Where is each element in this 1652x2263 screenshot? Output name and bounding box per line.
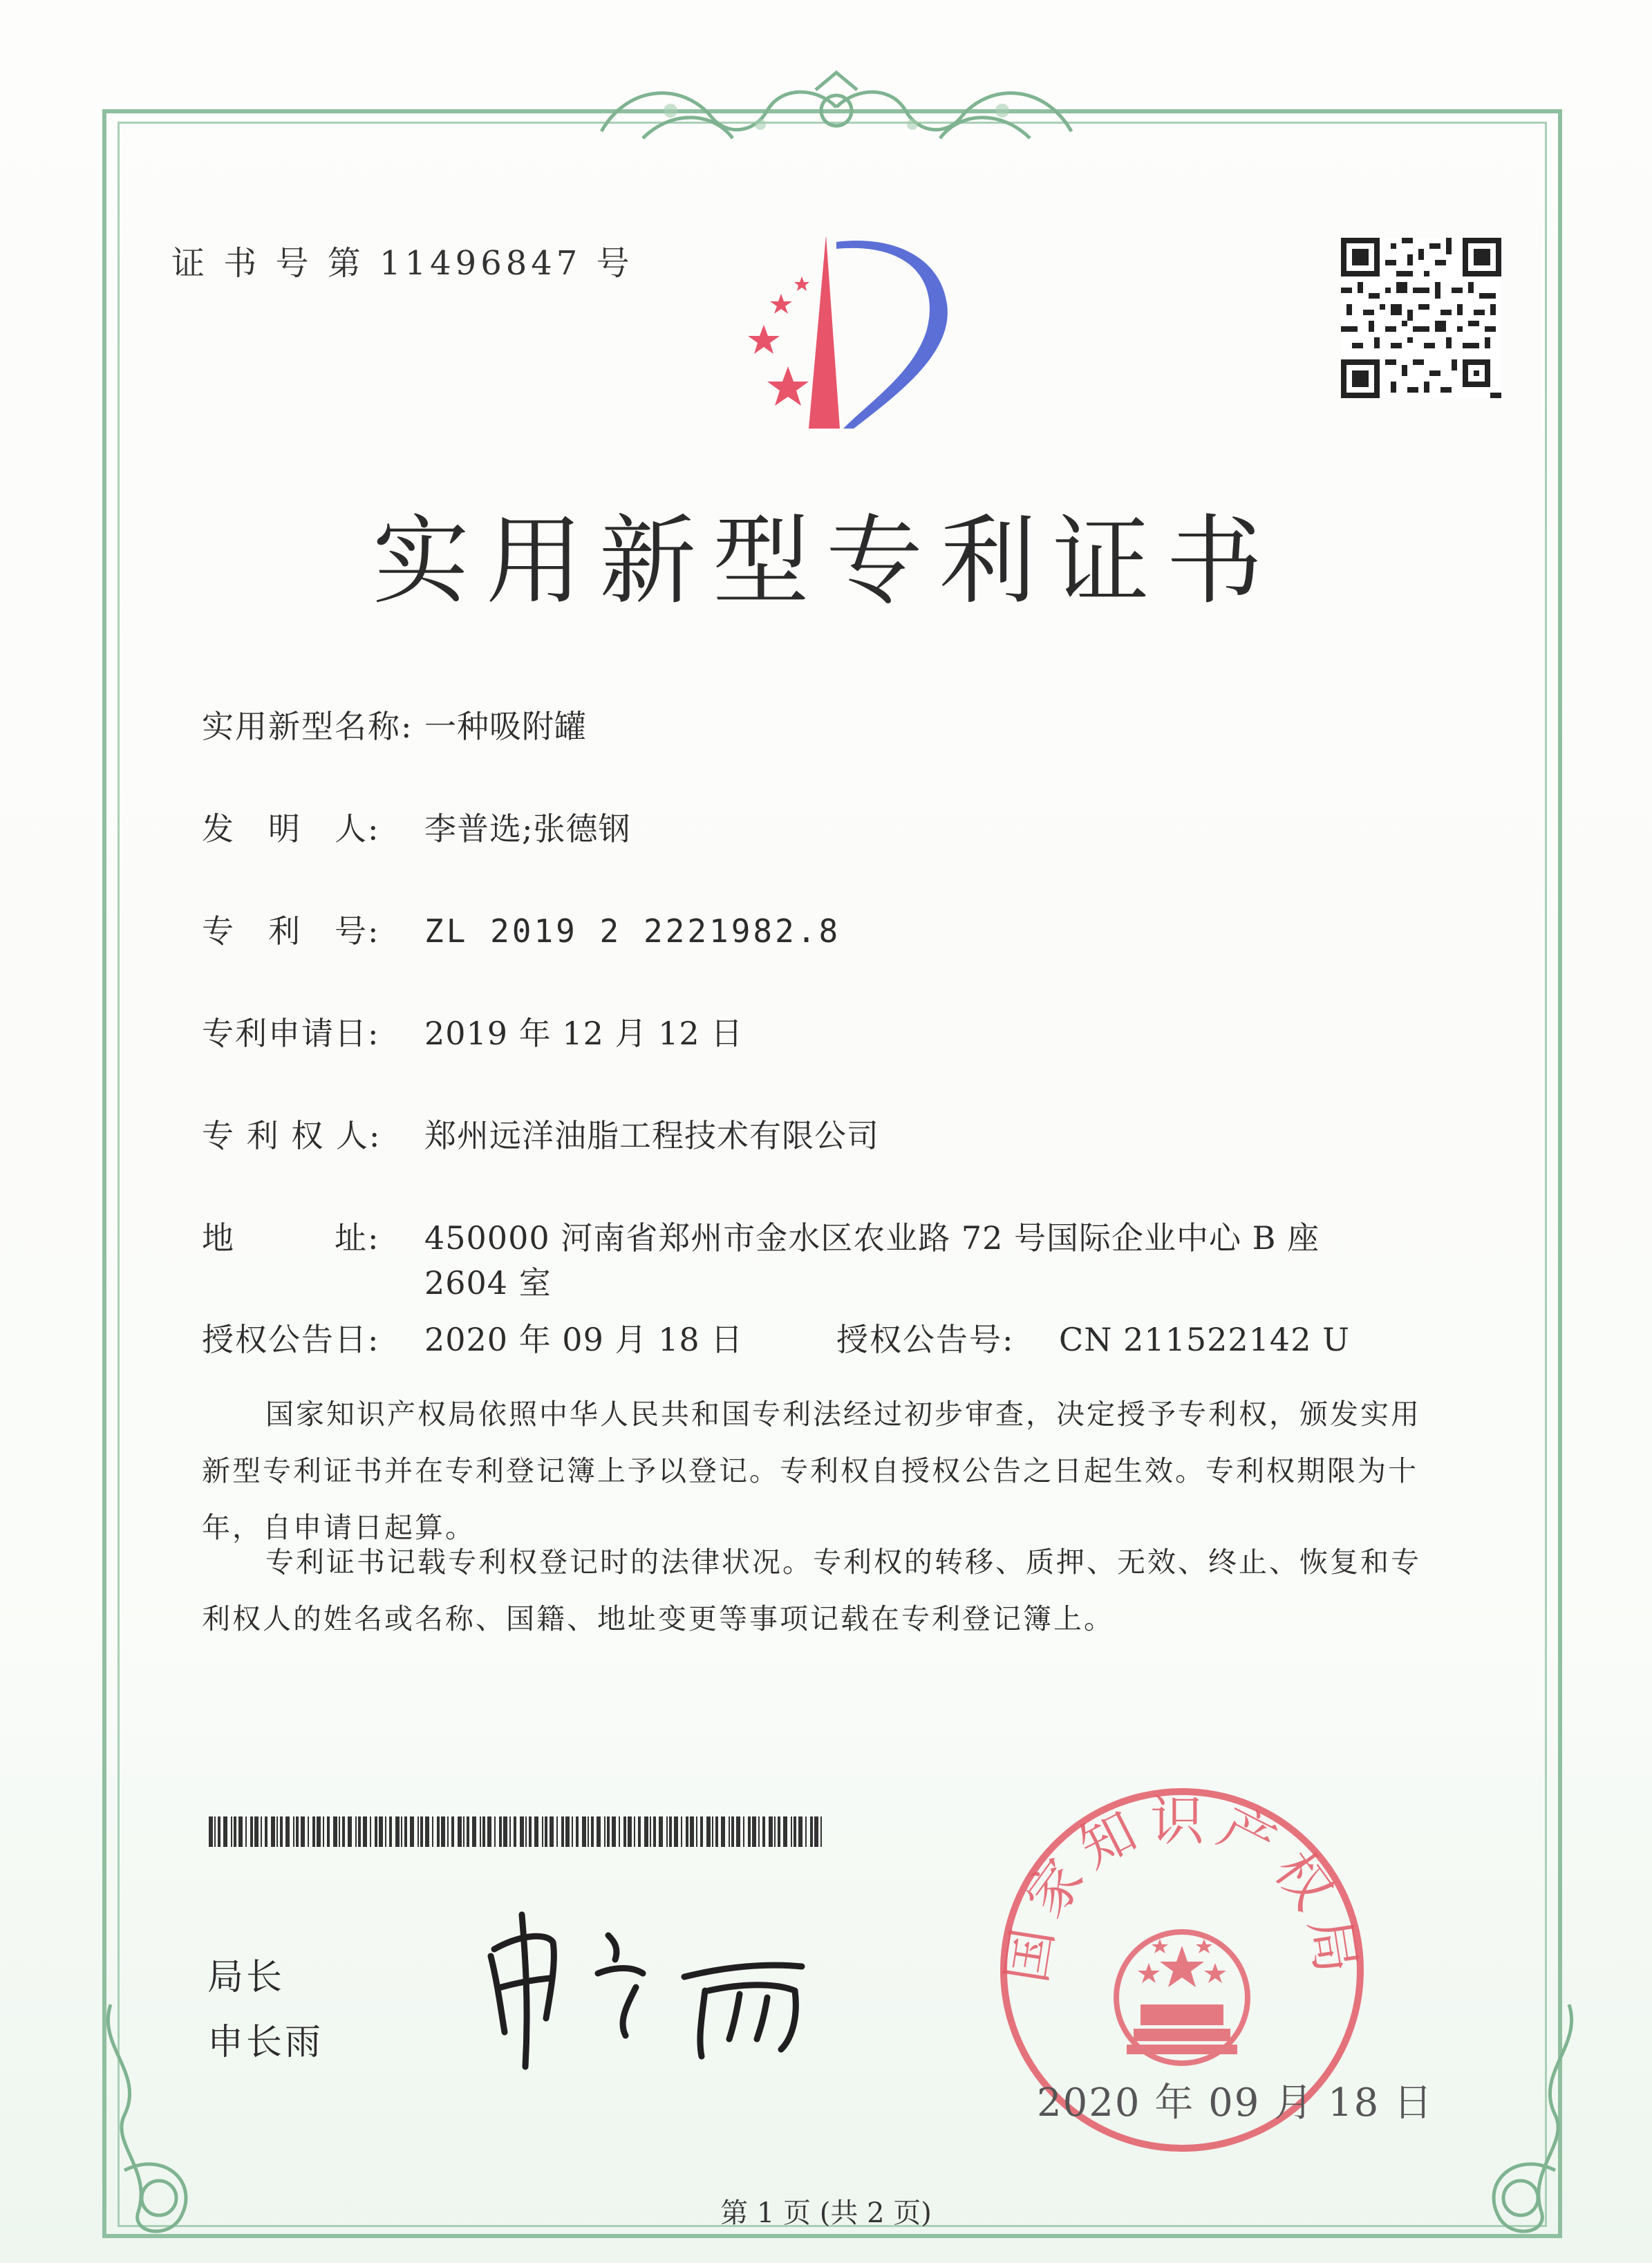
paragraph-line: 专利证书记载专利权登记时的法律状况。专利权的转移、质押、无效、终止、恢复和专 [265,1546,1421,1579]
barcode-bar [634,1816,635,1847]
barcode-bar [514,1816,516,1847]
barcode-bar [743,1816,744,1847]
barcode-bar [628,1816,632,1847]
certificate-number: 证 书 号 第 11496847 号 [171,244,634,283]
barcode-bar [588,1816,589,1847]
barcode-bar [395,1816,400,1847]
page-number: 第 1 页 (共 2 页) [720,2197,932,2229]
director-signature [477,1894,864,2074]
barcode-bar [619,1816,620,1847]
barcode-bar [769,1816,773,1847]
barcode-bar [669,1816,672,1847]
seal-text: 国家知识产权局 [995,1790,1369,1987]
barcode-bar [437,1816,440,1847]
field-patentee [202,1111,879,1156]
field-value: 2019 年 12 月 12 日 [424,1015,744,1052]
barcode-bar [250,1816,253,1847]
barcode-bar [607,1816,610,1847]
paragraph-line: 年，自申请日起算。 [202,1511,476,1544]
barcode-bar [254,1816,259,1847]
barcode-bar [499,1816,502,1847]
barcode-bar [794,1816,796,1847]
barcode-bar [674,1816,678,1847]
barcode-bar [355,1816,357,1847]
field-label: 专 利 权 人: [202,1117,382,1154]
barcode-bar [814,1816,818,1847]
barcode-bar [556,1816,558,1847]
barcode-bar [458,1816,462,1847]
barcode-bar [752,1816,756,1847]
barcode-bar [696,1816,697,1847]
barcode-bar [231,1816,232,1847]
field-label: 地 址: [202,1219,380,1257]
barcode-bar [276,1816,278,1847]
barcode-bar [731,1816,734,1847]
barcode-bar [700,1816,703,1847]
barcode-bar [245,1816,247,1847]
barcode-bar [715,1816,718,1847]
barcode-bar [223,1816,227,1847]
barcode-bar [494,1816,496,1847]
barcode-bar [404,1816,407,1847]
barcode-bar [681,1816,682,1847]
barcode-bar [820,1816,822,1847]
certificate-title: 实用新型专利证书 [372,505,1279,618]
barcode-bar [686,1816,688,1847]
barcode-bar [323,1816,324,1847]
barcode-bar [214,1816,216,1847]
barcode-bar [401,1816,402,1847]
barcode-bar [805,1816,807,1847]
field-value: CN 211522142 U [1059,1321,1350,1358]
barcode-bar [261,1816,262,1847]
barcode-bar [638,1816,641,1847]
barcode-bar [623,1816,626,1847]
barcode-bar [308,1816,309,1847]
barcode-bar [778,1816,780,1847]
barcode-bar [576,1816,579,1847]
barcode-bar [389,1816,392,1847]
field-value: 450000 河南省郑州市金水区农业路 72 号国际企业中心 B 座 [424,1219,1320,1257]
barcode-bar [545,1816,547,1847]
barcode-bar [417,1816,419,1847]
field-value: 李普选;张德钢 [424,810,631,847]
barcode-bar [561,1816,564,1847]
field-value: ZL 2019 2 2221982.8 [424,912,841,950]
barcode-bar [582,1816,586,1847]
barcode-bar [271,1816,275,1847]
barcode-bar [234,1816,236,1847]
field-address-line2 [424,1258,552,1304]
barcode-bar [798,1816,802,1847]
barcode-bar [729,1816,730,1847]
barcode-bar [597,1816,601,1847]
barcode-bar [565,1816,570,1847]
barcode-bar [758,1816,760,1847]
barcode-bar [265,1816,267,1847]
barcode-bar [425,1816,429,1847]
barcode-bar [690,1816,694,1847]
barcode-bar [312,1816,315,1847]
top-ornament [588,69,1085,159]
barcode-bar [612,1816,616,1847]
barcode-bar [348,1816,352,1847]
cnipa-logo [705,228,968,435]
paragraph-line: 新型专利证书并在专利登记簿上予以登记。专利权自授权公告之日起生效。专利权期限为十 [202,1454,1418,1487]
barcode-bar [525,1816,527,1847]
barcode-bar [659,1816,663,1847]
barcode-bar [487,1816,491,1847]
barcode-bar [482,1816,485,1847]
barcode-bar [238,1816,243,1847]
barcode-bar [463,1816,464,1847]
barcode-bar [209,1816,213,1847]
barcode-bar [591,1816,594,1847]
barcode-bar [342,1816,345,1847]
barcode-bar [810,1816,813,1847]
barcode-bar [604,1816,606,1847]
barcode-bar [509,1816,511,1847]
barcode-bar [653,1816,656,1847]
statement-paragraph-1 [202,1386,1474,1556]
statement-paragraph-2 [202,1534,1474,1647]
field-value: 郑州远洋油脂工程技术有限公司 [424,1117,879,1154]
barcode-bar [432,1816,433,1847]
barcode-bar [472,1816,476,1847]
barcode-bar [650,1816,651,1847]
barcode-bar [280,1816,283,1847]
barcode-bar [520,1816,524,1847]
field-inventor [202,804,631,849]
field-label: 实用新型名称: [202,708,413,745]
barcode-bar [375,1816,377,1847]
barcode-bar [706,1816,711,1847]
field-address [202,1213,1320,1259]
barcode-bar [712,1816,713,1847]
barcode-bar [333,1816,337,1847]
barcode-bar [379,1816,383,1847]
barcode-bar [370,1816,371,1847]
paragraph-line: 国家知识产权局依照中华人民共和国专利法经过初步审查，决定授予专利权，颁发实用 [265,1398,1421,1431]
barcode-bar [218,1816,220,1847]
field-grant-date [202,1315,743,1360]
barcode-bar [748,1816,751,1847]
barcode-bar [503,1816,507,1847]
barcode-bar [410,1816,414,1847]
barcode-bar [451,1816,454,1847]
field-label: 发 明 人: [202,810,380,847]
barcode-bar [529,1816,532,1847]
barcode-bar [736,1816,740,1847]
field-label: 专利申请日: [202,1015,380,1052]
barcode-bar [666,1816,668,1847]
field-value: 一种吸附罐 [424,708,587,745]
field-application-date [202,1008,743,1054]
field-label: 授权公告号: [836,1321,1015,1358]
barcode-bar [783,1816,787,1847]
barcode-bar [534,1816,538,1847]
barcode-bar [550,1816,554,1847]
field-utility-model-name [202,702,587,747]
paragraph-line: 利权人的姓名或名称、国籍、地址变更等事项记载在专利登记簿上。 [202,1602,1114,1635]
barcode-bar [644,1816,648,1847]
barcode-bar [542,1816,543,1847]
barcode [209,1816,831,1847]
barcode-bar [385,1816,386,1847]
barcode-bar [296,1816,299,1847]
barcode-bar [791,1816,792,1847]
field-label: 专 利 号: [202,912,380,950]
barcode-bar [480,1816,481,1847]
barcode-bar [467,1816,469,1847]
field-value: 2604 室 [424,1264,552,1302]
barcode-bar [327,1816,330,1847]
qr-code [1341,238,1501,398]
field-patent-number [202,906,841,952]
barcode-bar [721,1816,725,1847]
field-grant-number [836,1315,1350,1360]
barcode-bar [317,1816,321,1847]
barcode-bar [441,1816,445,1847]
director-title: 局长 [207,1957,285,1998]
field-value: 2020 年 09 月 18 日 [424,1321,744,1358]
barcode-bar [285,1816,290,1847]
barcode-bar [301,1816,305,1847]
barcode-bar [762,1816,765,1847]
field-label: 授权公告日: [202,1321,380,1358]
barcode-bar [363,1816,367,1847]
seal-date: 2020 年 09 月 18 日 [1037,2081,1434,2125]
barcode-bar [358,1816,361,1847]
director-name: 申长雨 [207,2022,324,2063]
barcode-bar [339,1816,340,1847]
barcode-bar [293,1816,294,1847]
barcode-bar [572,1816,573,1847]
barcode-bar [447,1816,449,1847]
barcode-bar [420,1816,423,1847]
barcode-bar [774,1816,776,1847]
